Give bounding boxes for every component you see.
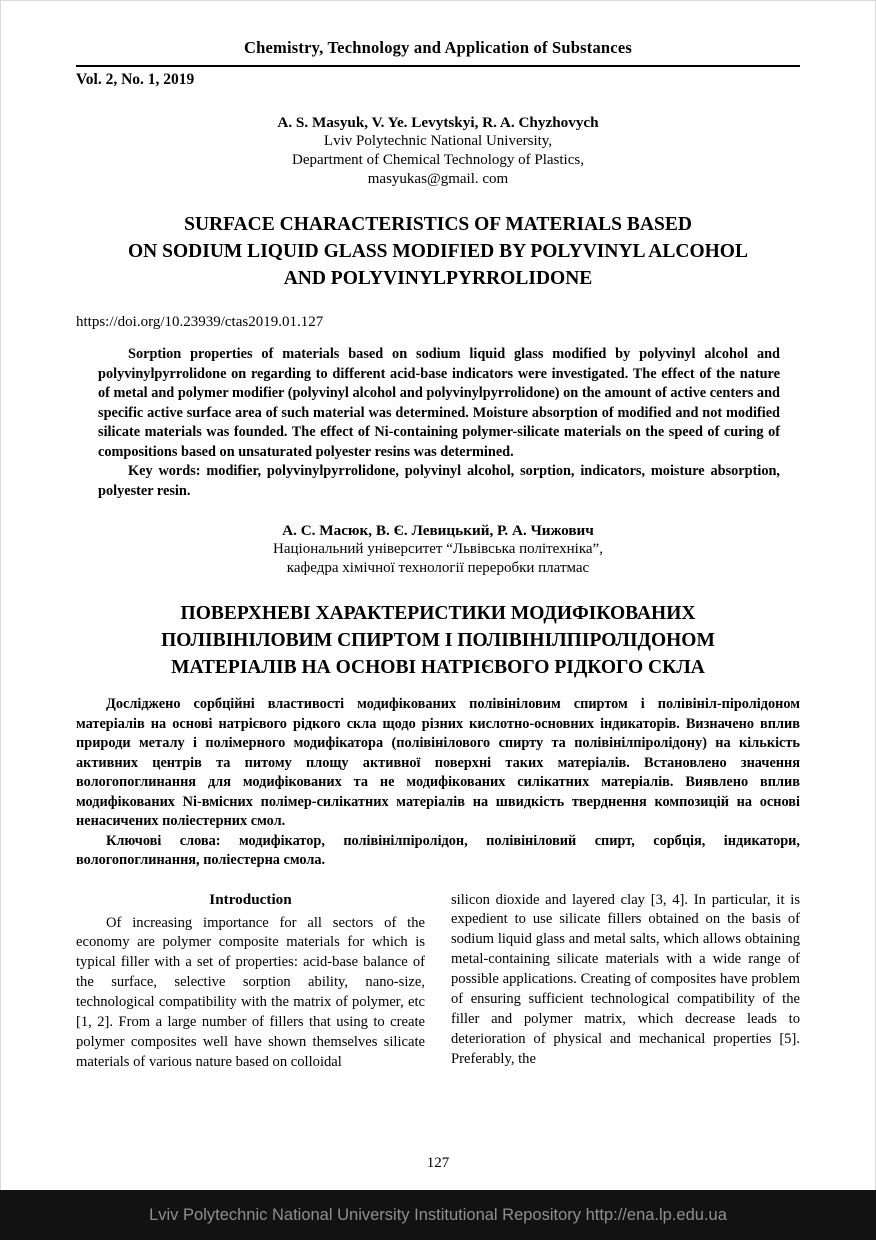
affiliation-university-en: Lviv Polytechnic National University, xyxy=(323,133,553,149)
page-number: 127 xyxy=(426,1155,450,1171)
two-column-body xyxy=(76,891,800,1073)
title-uk-line-2: ПОЛІВІНІЛОВИМ СПИРТОМ І ПОЛІВІНІЛПІРОЛІДОНОМ xyxy=(161,630,715,651)
affiliation-university-uk: Національний університет “Львівська політехніка”, xyxy=(273,541,603,557)
abstract-english-block xyxy=(98,345,780,501)
left-column xyxy=(76,891,425,1073)
author-email: masyukas@gmail. com xyxy=(367,171,509,187)
doi-line xyxy=(76,314,800,331)
repository-bar xyxy=(0,1190,876,1240)
keywords-english: Key words: modifier, polyvinylpyrrolidone, polyvinyl alcohol, sorption, indicators, moisture absorption, polyester resin. xyxy=(98,463,780,499)
abstract-ukrainian: Досліджено сорбційні властивості модифікованих полівініловим спиртом і полівініл-піролідоном матеріалів на основі натрієвого рідкого скла щодо різних кислотно-основних індикаторів. Визначено вплив природи металу і полімерного модифікатора (полівінілового спирту та полівінілпіролідону) на кількість активних центрів та питому площу активної поверхні таких матеріалів. Встановлено значення вологопоглинання для модифікованих та не модифікованих силікатних матеріалів. Виявлено вплив модифікованих Ni-вмісних полімер-силікатних матеріалів на швидкість тверднення композицій на основі ненасичених поліестерних смол. xyxy=(76,696,800,829)
keywords-ukrainian: Ключові слова: модифікатор, полівінілпіролідон, полівініловий спирт, сорбція, індикатори, вологопоглинання, поліестерна смола. xyxy=(76,832,800,868)
affiliation-department-en: Department of Chemical Technology of Plastics, xyxy=(292,152,584,168)
authors-ukrainian: А. С. Масюк, В. Є. Левицький, Р. А. Чижович xyxy=(282,522,594,539)
repository-bar-text: Lviv Polytechnic National University Institutional Repository http://ena.lp.edu.ua xyxy=(149,1205,727,1224)
header-rule xyxy=(76,65,800,67)
title-uk-line-1: ПОВЕРХНЕВІ ХАРАКТЕРИСТИКИ МОДИФІКОВАНИХ xyxy=(180,603,696,624)
abstract-ukrainian-block xyxy=(76,695,800,871)
abstract-english: Sorption properties of materials based on sodium liquid glass modified by polyvinyl alcohol and polyvinylpyrrolidone on regarding to different acid-base indicators were investigated. The effect of the nature of metal and polymer modifier (polyvinyl alcohol and polyvinylpyrrolidone) on the amount of active centers and specific active surface area of such material was determined. Moisture absorption of modified and not modified silicate materials was founded. The effect of Ni-containing polymer-silicate materials on the speed of curing of compositions based on unsaturated polyester resins was determined. xyxy=(98,346,780,460)
authors-english: A. S. Masyuk, V. Ye. Levytskyi, R. A. Chyzhovych xyxy=(277,114,599,131)
title-line-2: ON SODIUM LIQUID GLASS MODIFIED BY POLYVINYL ALCOHOL xyxy=(128,241,748,262)
title-uk-line-3: МАТЕРІАЛІВ НА ОСНОВІ НАТРІЄВОГО РІДКОГО СКЛА xyxy=(171,657,705,678)
paper-title-ukrainian xyxy=(76,600,800,681)
right-column-text: silicon dioxide and layered clay [3, 4]. In particular, it is expedient to use silicate fillers obtained on the basis of sodium liquid glass and metal salts, which allows obtaining metal-containing silicate materials with a wide range of possible applications. Creating of composites have problem of ensuring sufficient technological compatibility of the filler and polymer matrix, which decrease leads to deterioration of physical and mechanical properties [5]. Preferably, the xyxy=(451,891,800,1067)
title-line-1: SURFACE CHARACTERISTICS OF MATERIALS BASED xyxy=(184,214,692,235)
paper-title-english xyxy=(76,211,800,292)
affiliation-department-uk: кафедра хімічної технології переробки платмас xyxy=(286,560,590,576)
left-column-text: Of increasing importance for all sectors of the economy are polymer composite materials for which is typical filler with a set of properties: acid-base balance of the surface, selective sorption ability, nano-size, technological compatibility with the matrix of polymer, etc [1, 2]. From a large number of fillers that using to create polymer composites well have shown themselves silicate materials of various nature based on colloidal xyxy=(76,914,425,1070)
doi-link[interactable]: https://doi.org/10.23939/ctas2019.01.127 xyxy=(76,314,324,330)
title-line-3: AND POLYVINYLPYRROLIDONE xyxy=(283,268,593,289)
volume-line: Vol. 2, No. 1, 2019 xyxy=(76,71,195,88)
journal-header: Chemistry, Technology and Application of Substances xyxy=(244,38,632,57)
right-column xyxy=(451,891,800,1073)
introduction-heading: Introduction xyxy=(209,890,292,908)
